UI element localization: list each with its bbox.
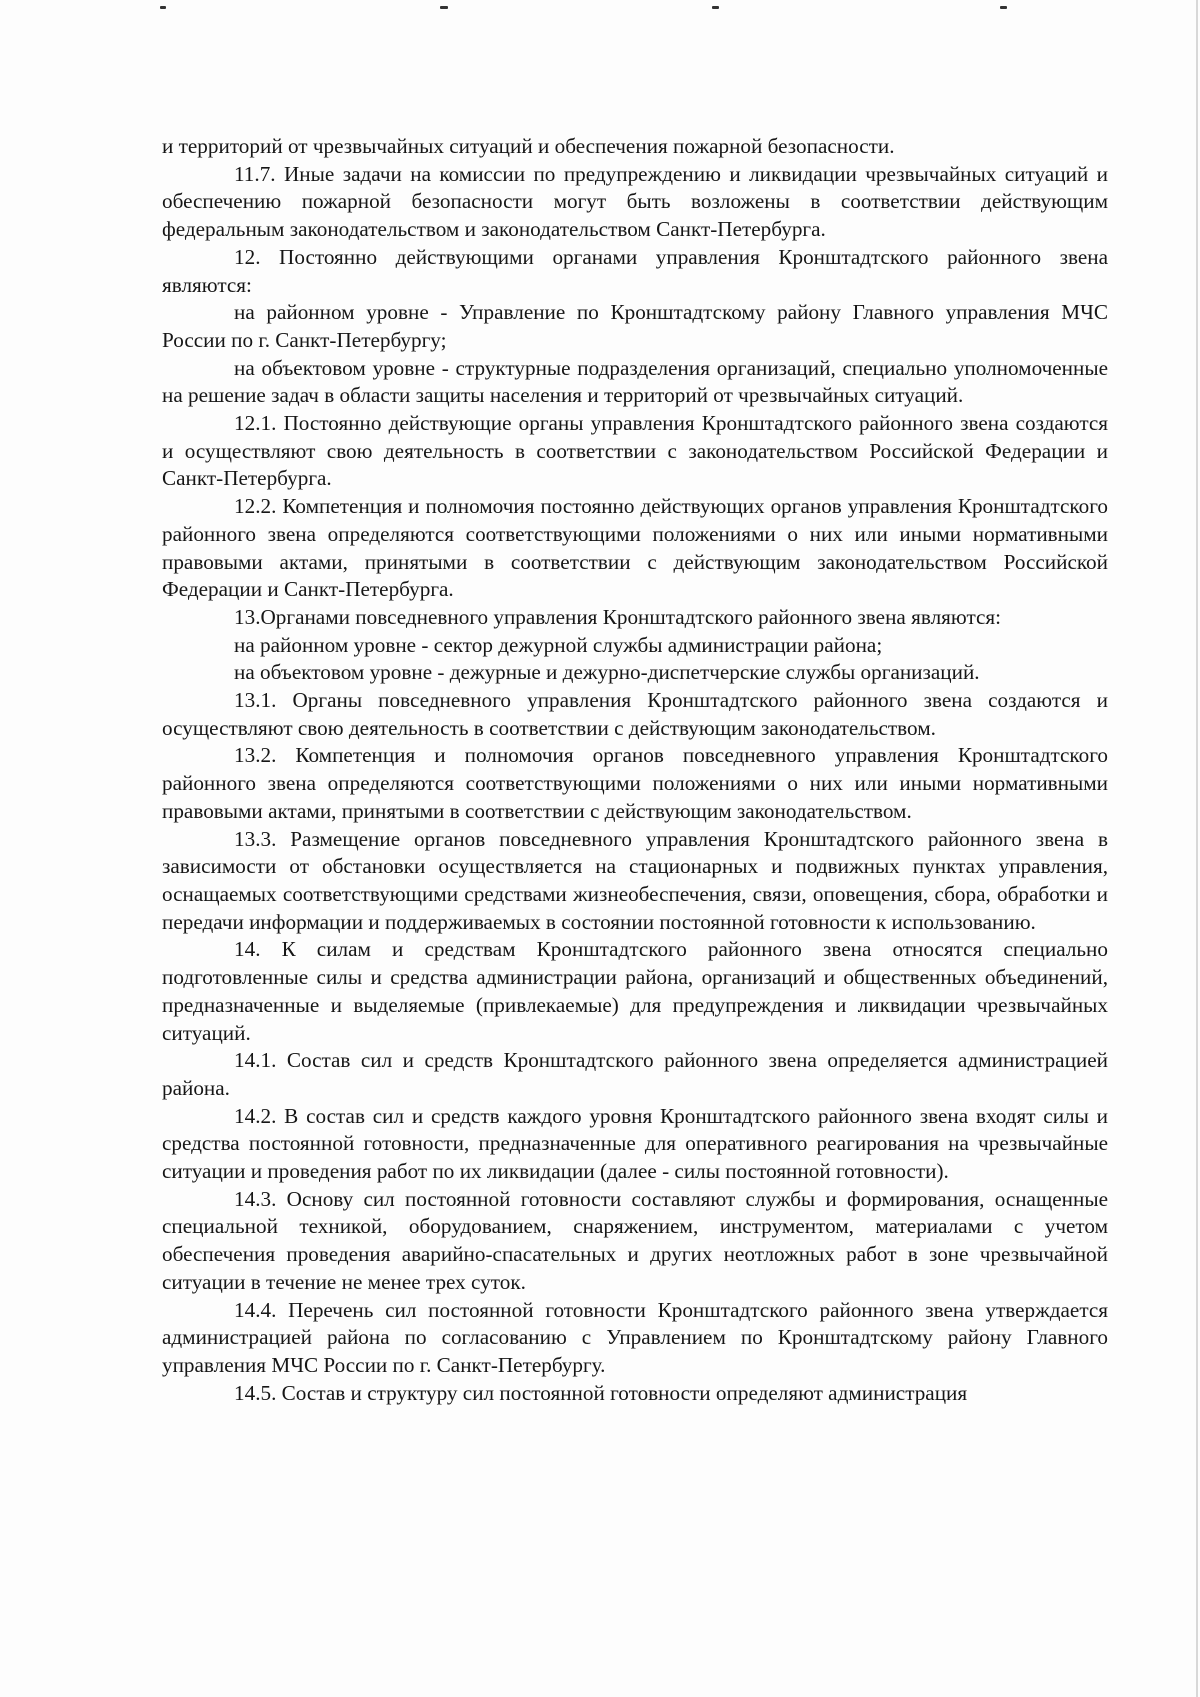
paragraph: на объектовом уровне - структурные подразделения организаций, специально уполномоченные на решение задач в области защиты населения и территорий от чрезвычайных ситуаций. (162, 355, 1108, 408)
paragraph: 12.2. Компетенция и полномочия постоянно действующих органов управления Кронштадтского районного звена определяются соответствующими положениями о них или иными нормативными правовыми актами, принятыми в соответствии с действующим законодательством Российской Федерации и Санкт-Петербурга. (162, 494, 1108, 602)
paragraph: 12.1. Постоянно действующие органы управления Кронштадтского районного звена создаются и осуществляют свою деятельность в соответствии с законодательством Российской Федерации и Санкт-Петербурга. (162, 411, 1108, 491)
paragraph: 13.Органами повседневного управления Кронштадтского районного звена являются: (234, 604, 1002, 629)
paragraph: 13.3. Размещение органов повседневного управления Кронштадтского районного звена в зависимости от обстановки осуществляется на стационарных и подвижных пунктах управления, оснащаемых соответствующими средствами жизнеобеспечения, связи, оповещения, сбора, обработки и передачи информации и поддерживаемых в состоянии постоянной готовности к использованию. (162, 826, 1108, 934)
paragraph: 14.1. Состав сил и средств Кронштадтского районного звена определяется администрацией района. (162, 1048, 1108, 1100)
scan-speck (1000, 6, 1007, 9)
paragraph: и территорий от чрезвычайных ситуаций и обеспечения пожарной безопасности. (162, 134, 895, 158)
paragraph: 13.2. Компетенция и полномочия органов повседневного управления Кронштадтского районного звена определяются соответствующими положениями о них или иными нормативными правовыми актами, принятыми в соответствии с действующим законодательством. (162, 743, 1108, 823)
paragraph: на объектовом уровне - дежурные и дежурно-диспетчерские службы организаций. (234, 660, 980, 685)
scan-speck (712, 6, 719, 9)
paragraph: 14.5. Состав и структуру сил постоянной готовности определяют администрация (234, 1380, 968, 1405)
paragraph: 11.7. Иные задачи на комиссии по предупреждению и ликвидации чрезвычайных ситуаций и обеспечению пожарной безопасности могут быть возложены в соответствии действующим федеральным законодательством и законодательством Санкт-Петербурга. (162, 161, 1108, 242)
paragraph: 12. Постоянно действующими органами управления Кронштадтского районного звена являются: (162, 244, 1108, 297)
scan-edge (1196, 0, 1198, 1697)
scan-speck (440, 6, 448, 9)
document-body (162, 133, 1108, 1407)
scan-speck (160, 6, 166, 9)
paragraph: на районном уровне - сектор дежурной службы администрации района; (234, 632, 883, 657)
paragraph: на районном уровне - Управление по Кронштадтскому району Главного управления МЧС России по г. Санкт-Петербургу; (162, 300, 1108, 352)
paragraph: 14.2. В состав сил и средств каждого уровня Кронштадтского районного звена входят силы и средства постоянной готовности, предназначенные для оперативного реагирования на чрезвычайные ситуации и проведения работ по их ликвидации (далее - силы постоянной готовности). (162, 1103, 1108, 1184)
paragraph: 14.4. Перечень сил постоянной готовности Кронштадтского районного звена утверждается администрацией района по согласованию с Управлением по Кронштадтскому району Главного управления МЧС России по г. Санкт-Петербургу. (162, 1297, 1108, 1377)
paragraph: 14.3. Основу сил постоянной готовности составляют службы и формирования, оснащенные специальной техникой, оборудованием, снаряжением, инструментом, материалами с учетом обеспечения проведения аварийно-спасательных и других неотложных работ в зоне чрезвычайной ситуации в течение не менее трех суток. (162, 1186, 1108, 1294)
paragraph: 14. К силам и средствам Кронштадтского районного звена относятся специально подготовленные силы и средства администрации района, организаций и общественных объединений, предназначенные и выделяемые (привлекаемые) для предупреждения и ликвидации чрезвычайных ситуаций. (162, 937, 1108, 1045)
paragraph: 13.1. Органы повседневного управления Кронштадтского районного звена создаются и осуществляют свою деятельность в соответствии с действующим законодательством. (162, 688, 1108, 740)
